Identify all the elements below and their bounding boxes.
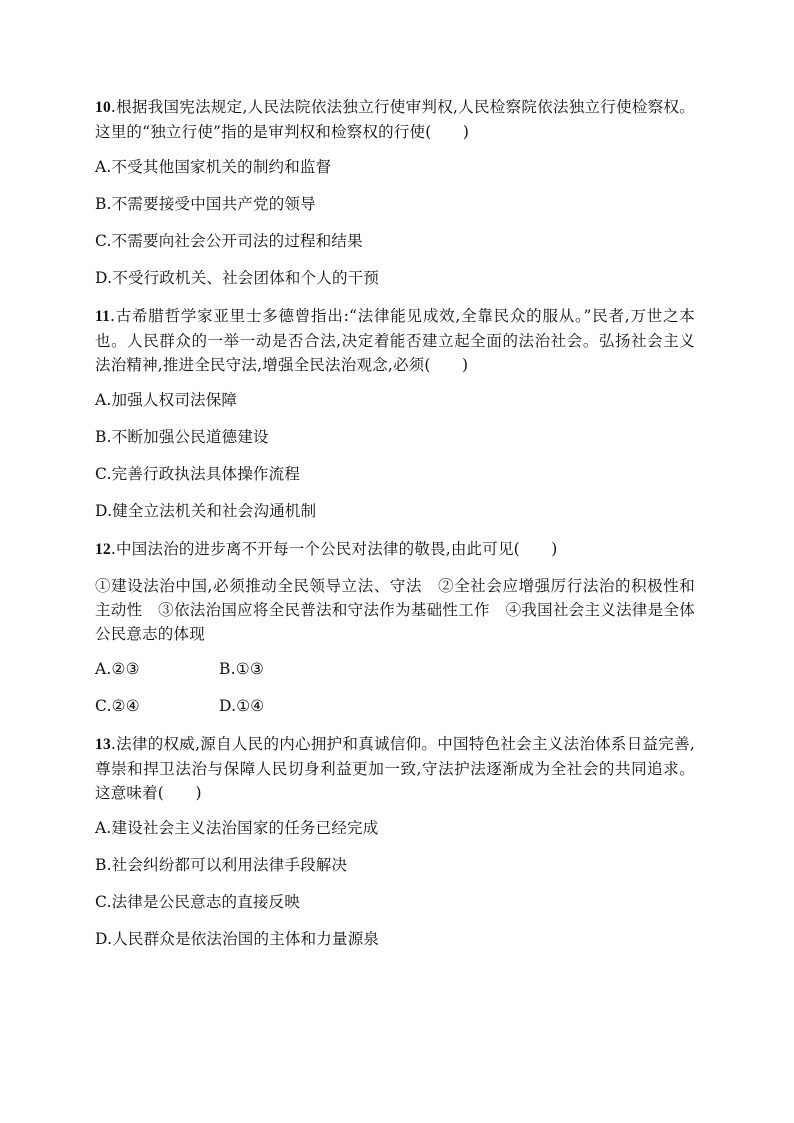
question-13-option-b: B.社会纠纷都可以利用法律手段解决 xyxy=(95,856,348,874)
question-12-text: .中国法治的进步离不开每一个公民对法律的敬畏,由此可见( ) xyxy=(110,540,558,558)
question-11-stem xyxy=(95,304,695,377)
question-11-option-c: C.完善行政执法具体操作流程 xyxy=(95,465,301,483)
question-12-option-b: B.①③ xyxy=(219,660,264,678)
question-10-option-d: D.不受行政机关、社会团体和个人的干预 xyxy=(95,269,380,287)
question-11 xyxy=(95,304,695,537)
question-10-option-c: C.不需要向社会公开司法的过程和结果 xyxy=(95,232,363,250)
question-11-text: .古希腊哲学家亚里士多德曾指出:“法律能见成效,全靠民众的服从。”民者,万世之本也。人民群众的一举一动是否合法,决定着能否建立起全面的法治社会。弘扬社会主义法治精神,推进全民守法,增强全民法治观念,必须( ) xyxy=(95,307,695,374)
question-12-statements: ①建设法治中国,必须推动全民领导立法、守法 ②全社会应增强厉行法治的积极性和主动性 ③依法治国应将全民普法和守法作为基础性工作 ④我国社会主义法律是全体公民意志的体现 xyxy=(95,577,695,643)
question-12-option-d: D.①④ xyxy=(219,697,265,715)
question-13-option-d: D.人民群众是依法治国的主体和力量源泉 xyxy=(95,930,380,948)
question-13-text: .法律的权威,源自人民的内心拥护和真诚信仰。中国特色社会主义法治体系日益完善,尊崇和捍卫法治与保障人民切身利益更加一致,守法护法逐渐成为全社会的共同追求。这意味着( ) xyxy=(95,735,695,802)
question-12-option-c: C.②④ xyxy=(95,697,140,715)
question-10-text: .根据我国宪法规定,人民法院依法独立行使审判权,人民检察院依法独立行使检察权。这里的“独立行使”指的是审判权和检察权的行使( ) xyxy=(95,98,695,141)
question-10 xyxy=(95,95,695,304)
question-13-number: 13 xyxy=(95,736,111,753)
question-13 xyxy=(95,732,695,965)
question-12-options-row-2 xyxy=(95,695,695,732)
question-12 xyxy=(95,537,695,732)
question-13-stem xyxy=(95,732,695,805)
question-11-option-d: D.健全立法机关和社会沟通机制 xyxy=(95,502,317,520)
question-13-option-a: A.建设社会主义法治国家的任务已经完成 xyxy=(95,819,379,837)
question-11-option-b: B.不断加强公民道德建设 xyxy=(95,428,269,446)
question-10-option-a: A.不受其他国家机关的制约和监督 xyxy=(95,158,332,176)
question-10-stem xyxy=(95,95,695,144)
question-12-option-a: A.②③ xyxy=(95,660,140,678)
question-13-option-c: C.法律是公民意志的直接反映 xyxy=(95,893,301,911)
question-12-number: 12 xyxy=(95,541,111,558)
question-12-options-row-1 xyxy=(95,658,695,695)
question-10-number: 10 xyxy=(95,99,111,116)
question-11-option-a: A.加强人权司法保障 xyxy=(95,391,238,409)
question-list xyxy=(95,95,695,965)
question-10-option-b: B.不需要接受中国共产党的领导 xyxy=(95,195,316,213)
question-12-stem xyxy=(95,537,695,562)
question-11-number: 11 xyxy=(95,308,111,325)
